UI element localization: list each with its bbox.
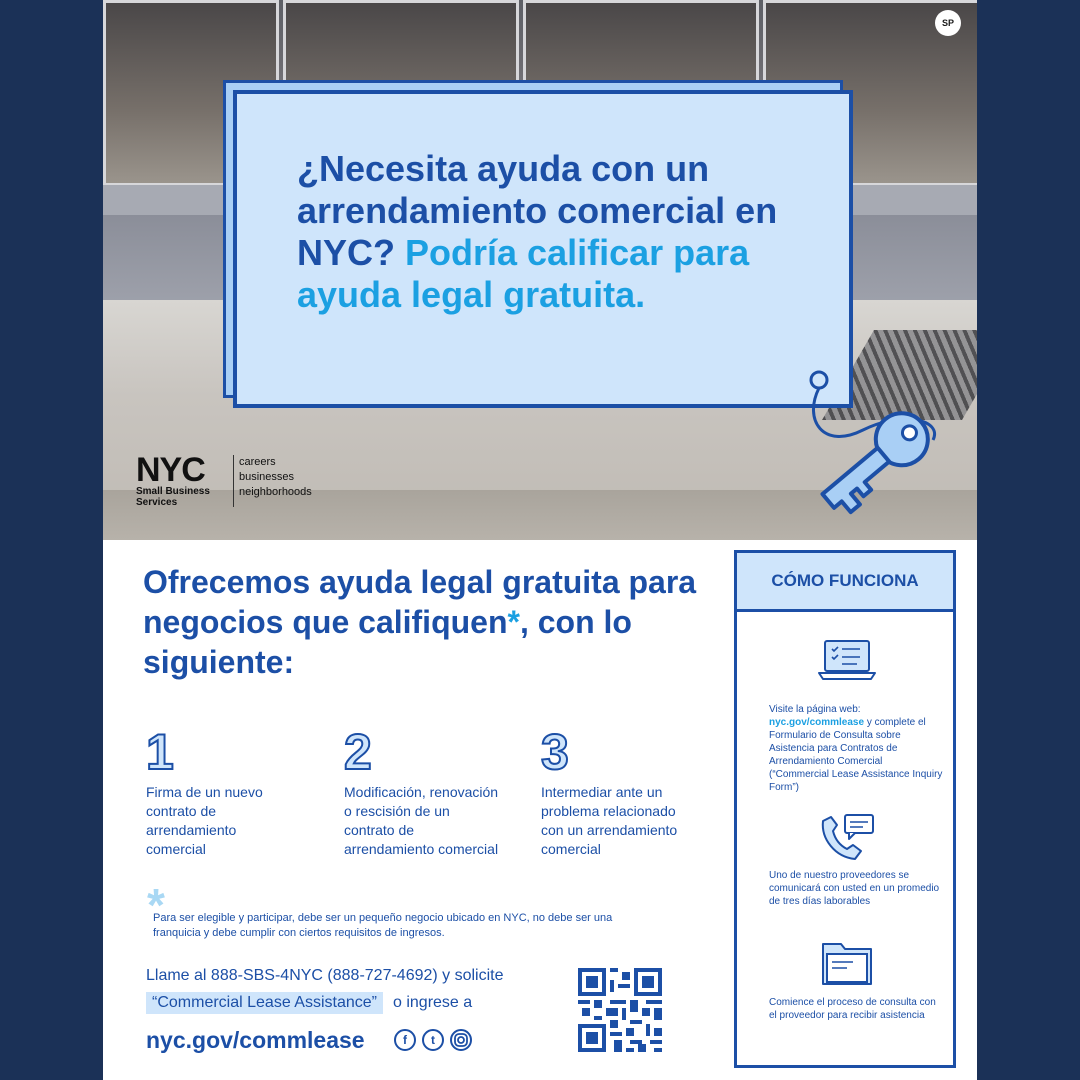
- request-phrase: “Commercial Lease Assistance”: [146, 992, 383, 1014]
- intro-tail: , con lo siguiente:: [143, 604, 632, 680]
- how-step-contact: Uno de nuestro proveedores se comunicará con usted en un promedio de tres días laborables: [769, 870, 940, 907]
- how-it-works-title: CÓMO FUNCIONA: [737, 553, 953, 612]
- headline-accent: Podría calificar para ayuda legal gratuita.: [297, 232, 750, 315]
- intro-text: Ofrecemos ayuda legal gratuita para negocios que califiquen: [143, 564, 697, 640]
- eligibility-note: Para ser elegible y participar, debe ser un pequeño negocio ubicado en NYC, no debe ser una franquicia y debe cumplir con ciertos requisitos de ingresos.: [153, 912, 613, 939]
- twitter-icon[interactable]: t: [422, 1029, 444, 1051]
- service-item: [344, 724, 524, 859]
- how-step-text: Visite la página web:: [769, 704, 861, 715]
- how-step-visit: [769, 703, 944, 794]
- how-step-start: Comience el proceso de consulta con el proveedor para recibir asistencia: [769, 997, 936, 1021]
- intro-heading: [143, 562, 703, 682]
- service-number: 2: [344, 724, 372, 780]
- qr-code[interactable]: [578, 968, 662, 1052]
- laptop-checklist-icon: [817, 637, 877, 687]
- phone-chat-icon: [817, 813, 877, 863]
- logo-tag: careers: [239, 456, 276, 468]
- headline: [297, 148, 817, 316]
- service-item: [541, 724, 721, 859]
- footnote-star: *: [147, 879, 165, 931]
- service-number: 1: [146, 724, 174, 780]
- facebook-icon[interactable]: f: [394, 1029, 416, 1051]
- flyer: [103, 0, 977, 1080]
- instagram-icon[interactable]: [450, 1029, 472, 1051]
- how-step-link[interactable]: nyc.gov/commlease: [769, 717, 865, 728]
- headline-box: [233, 90, 853, 408]
- logo-tag: businesses: [239, 471, 295, 483]
- website-link[interactable]: nyc.gov/commlease: [146, 1027, 365, 1053]
- language-badge: SP: [935, 10, 961, 36]
- key-icon: [793, 360, 953, 530]
- folder-icon: [817, 938, 877, 988]
- headline-main: ¿Necesita ayuda con un arrendamiento comercial en NYC?: [297, 148, 778, 273]
- logo-agency: Small Business Services: [136, 486, 210, 508]
- logo-tag: neighborhoods: [239, 486, 312, 498]
- intro-star: *: [507, 604, 520, 640]
- service-text: Intermediar ante un problema relacionado con un arrendamiento comercial: [541, 784, 678, 857]
- how-it-works-panel: [734, 550, 956, 1068]
- how-step-text: y complete el Formulario de Consulta sobre Asistencia para Contratos de Arrendamiento Comercial (“Commercial Lease Assistance Inquiry Form”): [769, 717, 943, 793]
- nyc-logo-mark: NYC: [136, 451, 205, 489]
- service-text: Modificación, renovación o rescisión de un contrato de arrendamiento comercial: [344, 784, 499, 857]
- call-instructions: Llame al 888-SBS-4NYC (888-727-4692) y solicite: [146, 967, 504, 984]
- logo-taglines: [239, 455, 359, 500]
- service-item: [146, 724, 326, 859]
- service-number: 3: [541, 724, 569, 780]
- service-text: Firma de un nuevo contrato de arrendamiento comercial: [146, 784, 263, 857]
- or-text: o ingrese a: [393, 994, 473, 1011]
